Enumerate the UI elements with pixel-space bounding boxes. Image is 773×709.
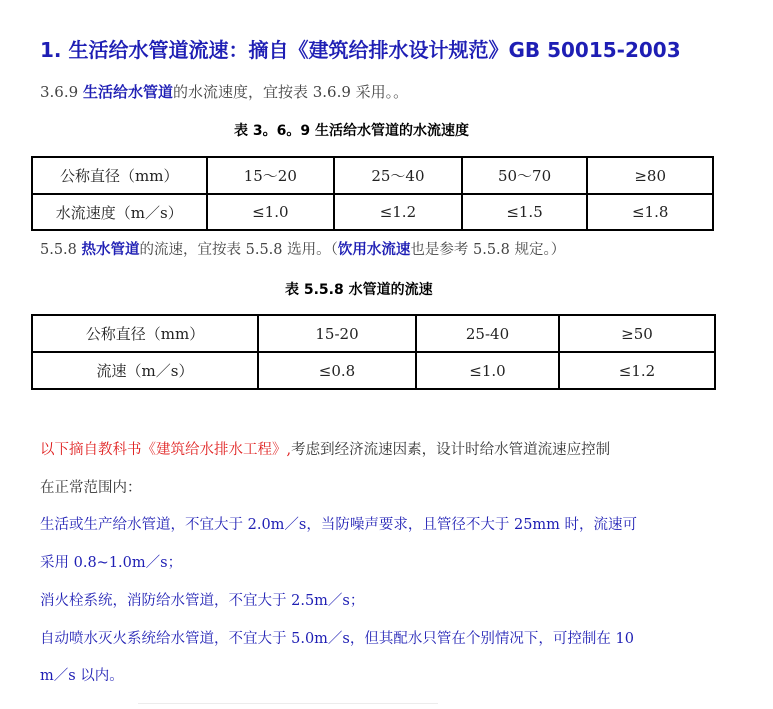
table-cell: 25-40 xyxy=(416,315,559,352)
table-cell: ≤1.0 xyxy=(207,194,335,230)
table-row xyxy=(32,315,715,352)
table-cell: 公称直径（mm） xyxy=(32,157,207,194)
section-558-number: 5.5.8 xyxy=(40,242,82,258)
table-cell: ≥80 xyxy=(587,157,713,194)
table-cell: 水流速度（m／s） xyxy=(32,194,207,230)
section-369-number: 3.6.9 xyxy=(40,83,83,101)
textbook-intro-line2: 在正常范围内： xyxy=(40,480,142,496)
section-558-line xyxy=(40,238,565,259)
link-drinking-water-velocity[interactable]: 饮用水流速 xyxy=(337,241,411,258)
divider xyxy=(138,703,438,704)
table-558-caption: 表 5.5.8 水管道的流速 xyxy=(285,282,433,298)
page-heading: 1. 生活给水管道流速：摘自《建筑给排水设计规范》GB 50015-2003 xyxy=(40,38,681,62)
section-369-line xyxy=(40,81,408,102)
paragraph-sprinkler-line1: 自动喷水灭火系统给水管道，不宜大于 5.0m／s，但其配水只管在个别情况下，可控制在 10 xyxy=(40,631,634,647)
table-row xyxy=(32,352,715,389)
section-558-note: 也是参考 5.5.8 规定。） xyxy=(410,242,566,258)
table-cell: ≤1.0 xyxy=(416,352,559,389)
table-cell: 25～40 xyxy=(334,157,462,194)
table-cell: ≤1.8 xyxy=(587,194,713,230)
table-cell: ≤1.5 xyxy=(462,194,588,230)
paragraph-hydrant: 消火栓系统，消防给水管道，不宜大于 2.5m／s； xyxy=(40,593,365,609)
table-cell: 公称直径（mm） xyxy=(32,315,258,352)
table-cell: 50～70 xyxy=(462,157,588,194)
table-cell: ≤1.2 xyxy=(559,352,715,389)
paragraph-domestic-line2: 采用 0.8~1.0m／s； xyxy=(40,555,183,571)
textbook-citation: 以下摘自教科书《建筑给水排水工程》, xyxy=(40,442,292,458)
table-row xyxy=(32,157,713,194)
link-hot-water-pipe[interactable]: 热水管道 xyxy=(81,241,140,258)
table-369-caption: 表 3。6。9 生活给水管道的水流速度 xyxy=(234,123,469,139)
table-cell: ≥50 xyxy=(559,315,715,352)
table-cell: 流速（m／s） xyxy=(32,352,258,389)
table-cell: ≤1.2 xyxy=(334,194,462,230)
table-558 xyxy=(31,314,716,390)
table-row xyxy=(32,194,713,230)
paragraph-sprinkler-line2: m／s 以内。 xyxy=(40,668,124,684)
link-domestic-water-pipe[interactable]: 生活给水管道 xyxy=(82,83,173,101)
textbook-intro-line1 xyxy=(40,440,610,460)
table-cell: 15-20 xyxy=(258,315,416,352)
table-369 xyxy=(31,156,714,231)
section-369-text: 的水流速度，宜按表 3.6.9 采用。。 xyxy=(172,83,409,101)
paragraph-domestic-line1: 生活或生产给水管道，不宜大于 2.0m／s，当防噪声要求，且管径不大于 25mm 时，流速可 xyxy=(40,517,638,533)
table-cell: 15～20 xyxy=(207,157,335,194)
table-cell: ≤0.8 xyxy=(258,352,416,389)
textbook-intro-text: 考虑到经济流速因素，设计时给水管道流速应控制 xyxy=(291,442,611,458)
section-558-text: 的流速，宜按表 5.5.8 选用。（ xyxy=(139,242,338,258)
